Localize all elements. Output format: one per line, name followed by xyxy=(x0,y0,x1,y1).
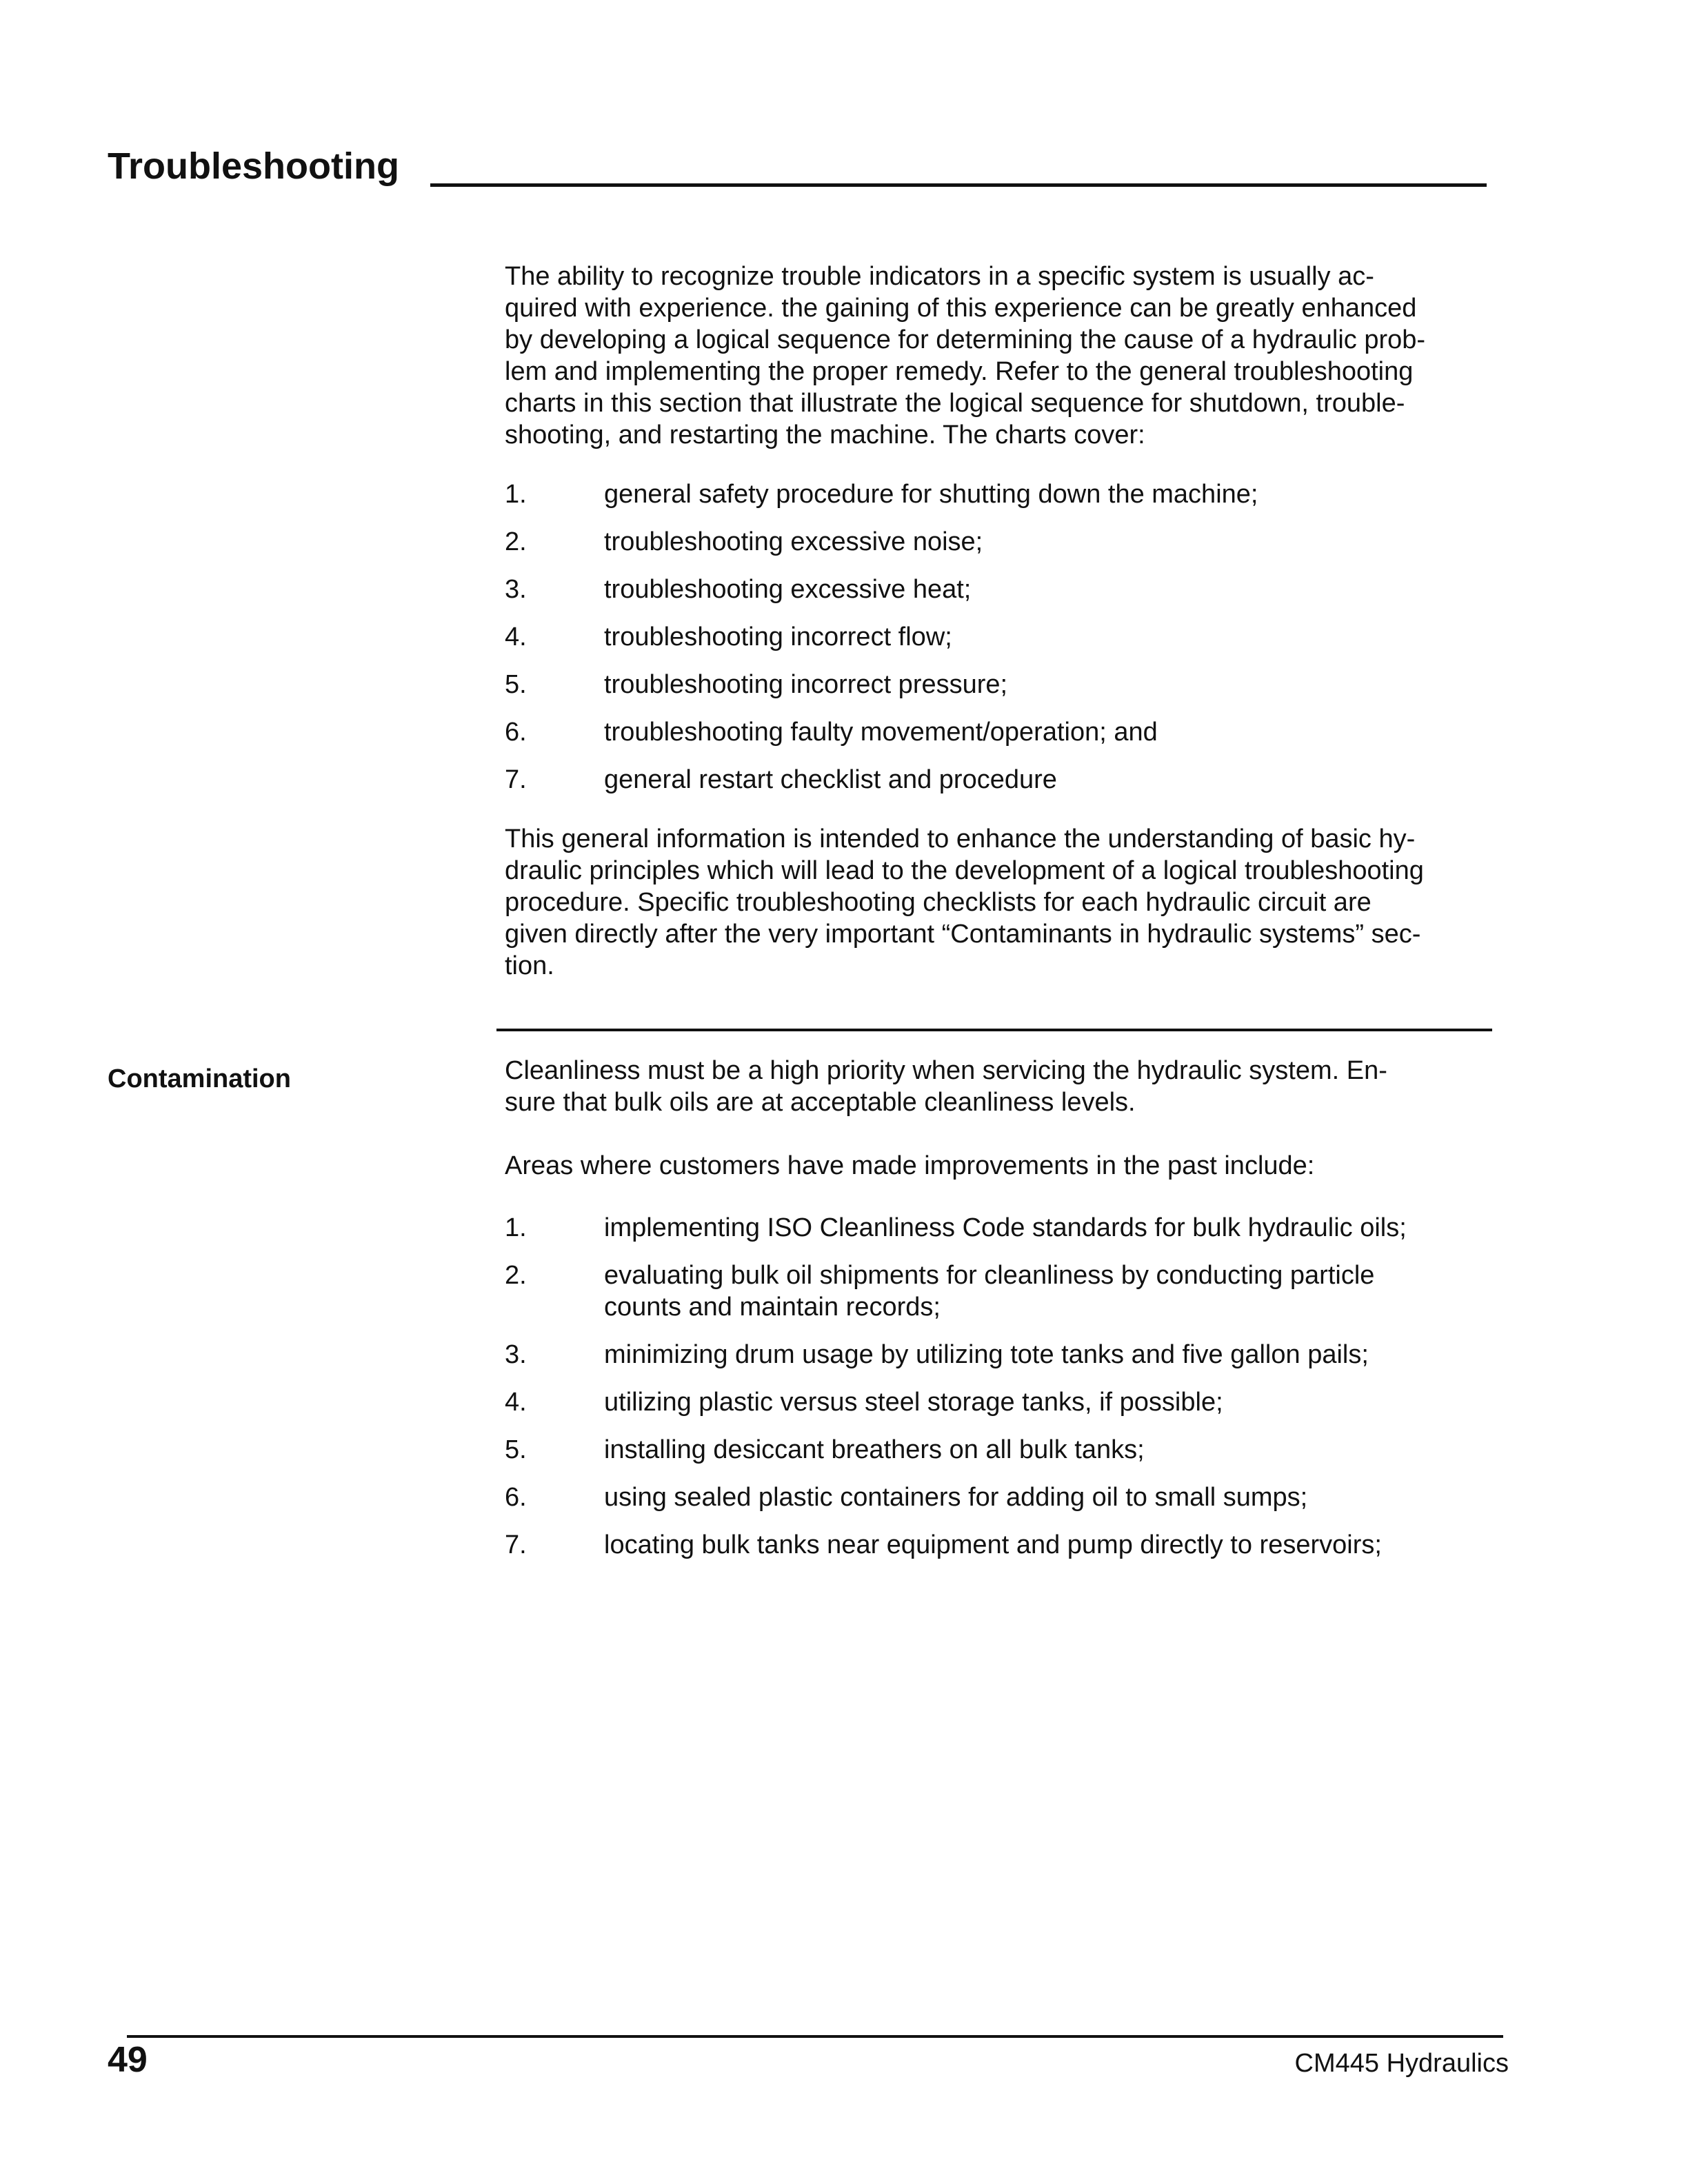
list-item xyxy=(505,1386,1492,1418)
list-item-number: 2. xyxy=(505,527,527,556)
page-number: 49 xyxy=(108,2040,148,2080)
list-item xyxy=(505,1529,1492,1561)
list-item xyxy=(505,669,1492,700)
list-item xyxy=(505,764,1492,796)
contamination-section xyxy=(505,1055,1492,1577)
section-divider xyxy=(496,1029,1492,1031)
list-item-text: minimizing drum usage by utilizing tote tanks and five gallon pails; xyxy=(604,1340,1369,1369)
list-item-text: general safety procedure for shutting down the machine; xyxy=(604,480,1258,509)
contamination-list-intro: Areas where customers have made improvements in the past include: xyxy=(505,1151,1315,1180)
list-item-text: evaluating bulk oil shipments for cleanliness by conducting particle counts and maintain records; xyxy=(604,1261,1375,1322)
list-item-number: 4. xyxy=(505,1388,527,1417)
intro-section xyxy=(505,261,1492,982)
list-item-text: locating bulk tanks near equipment and pump directly to reservoirs; xyxy=(604,1530,1382,1559)
list-item xyxy=(505,1434,1492,1466)
list-item-text: installing desiccant breathers on all bulk tanks; xyxy=(604,1435,1145,1464)
list-item xyxy=(505,1482,1492,1513)
intro-closing-paragraph: This general information is intended to enhance the understanding of basic hy- draulic principles which will lead to the development of a logical troubleshooting procedure. Specific troubleshooting checklists for each hydraulic circuit are given directly after the very important “Contaminants in hydraulic systems” sec- tion. xyxy=(505,825,1424,980)
list-item xyxy=(505,1212,1492,1244)
list-item-number: 5. xyxy=(505,670,527,699)
list-item xyxy=(505,1260,1492,1323)
charts-list xyxy=(505,478,1492,796)
title-underline xyxy=(430,183,1487,187)
contamination-paragraph: Cleanliness must be a high priority when servicing the hydraulic system. En- sure that bulk oils are at acceptable cleanliness levels. xyxy=(505,1056,1387,1117)
list-item xyxy=(505,1339,1492,1371)
section-heading-contamination: Contamination xyxy=(108,1064,291,1093)
list-item xyxy=(505,574,1492,605)
intro-paragraph: The ability to recognize trouble indicators in a specific system is usually ac- quired with experience. the gaining of this experience can be greatly enhanced by developing a logical sequence for determining the cause of a hydraulic prob- lem and implementing the proper remedy. Refer to the general troubleshooting charts in this section that illustrate the logical sequence for shutdown, trouble- shooting, and restarting the machine. The charts cover: xyxy=(505,262,1426,449)
document-name: CM445 Hydraulics xyxy=(1294,2049,1509,2078)
list-item-number: 2. xyxy=(505,1261,527,1290)
list-item-text: troubleshooting faulty movement/operation; and xyxy=(604,718,1158,747)
list-item-text: troubleshooting excessive heat; xyxy=(604,575,972,604)
list-item xyxy=(505,526,1492,558)
list-item-number: 6. xyxy=(505,1483,527,1512)
list-item-text: troubleshooting incorrect pressure; xyxy=(604,670,1008,699)
list-item-number: 1. xyxy=(505,1213,527,1242)
list-item-text: general restart checklist and procedure xyxy=(604,765,1057,794)
list-item-number: 5. xyxy=(505,1435,527,1464)
list-item-text: implementing ISO Cleanliness Code standards for bulk hydraulic oils; xyxy=(604,1213,1407,1242)
page-title: Troubleshooting xyxy=(108,145,399,187)
list-item-text: troubleshooting excessive noise; xyxy=(604,527,983,556)
list-item xyxy=(505,621,1492,653)
footer-divider xyxy=(127,2035,1503,2038)
list-item-number: 6. xyxy=(505,718,527,747)
list-item-number: 7. xyxy=(505,1530,527,1559)
list-item-number: 1. xyxy=(505,480,527,509)
list-item-number: 3. xyxy=(505,1340,527,1369)
list-item-number: 7. xyxy=(505,765,527,794)
improvements-list xyxy=(505,1212,1492,1561)
list-item-number: 3. xyxy=(505,575,527,604)
list-item xyxy=(505,716,1492,748)
list-item xyxy=(505,478,1492,510)
list-item-number: 4. xyxy=(505,623,527,651)
list-item-text: utilizing plastic versus steel storage tanks, if possible; xyxy=(604,1388,1223,1417)
list-item-text: using sealed plastic containers for adding oil to small sumps; xyxy=(604,1483,1308,1512)
list-item-text: troubleshooting incorrect flow; xyxy=(604,623,952,651)
